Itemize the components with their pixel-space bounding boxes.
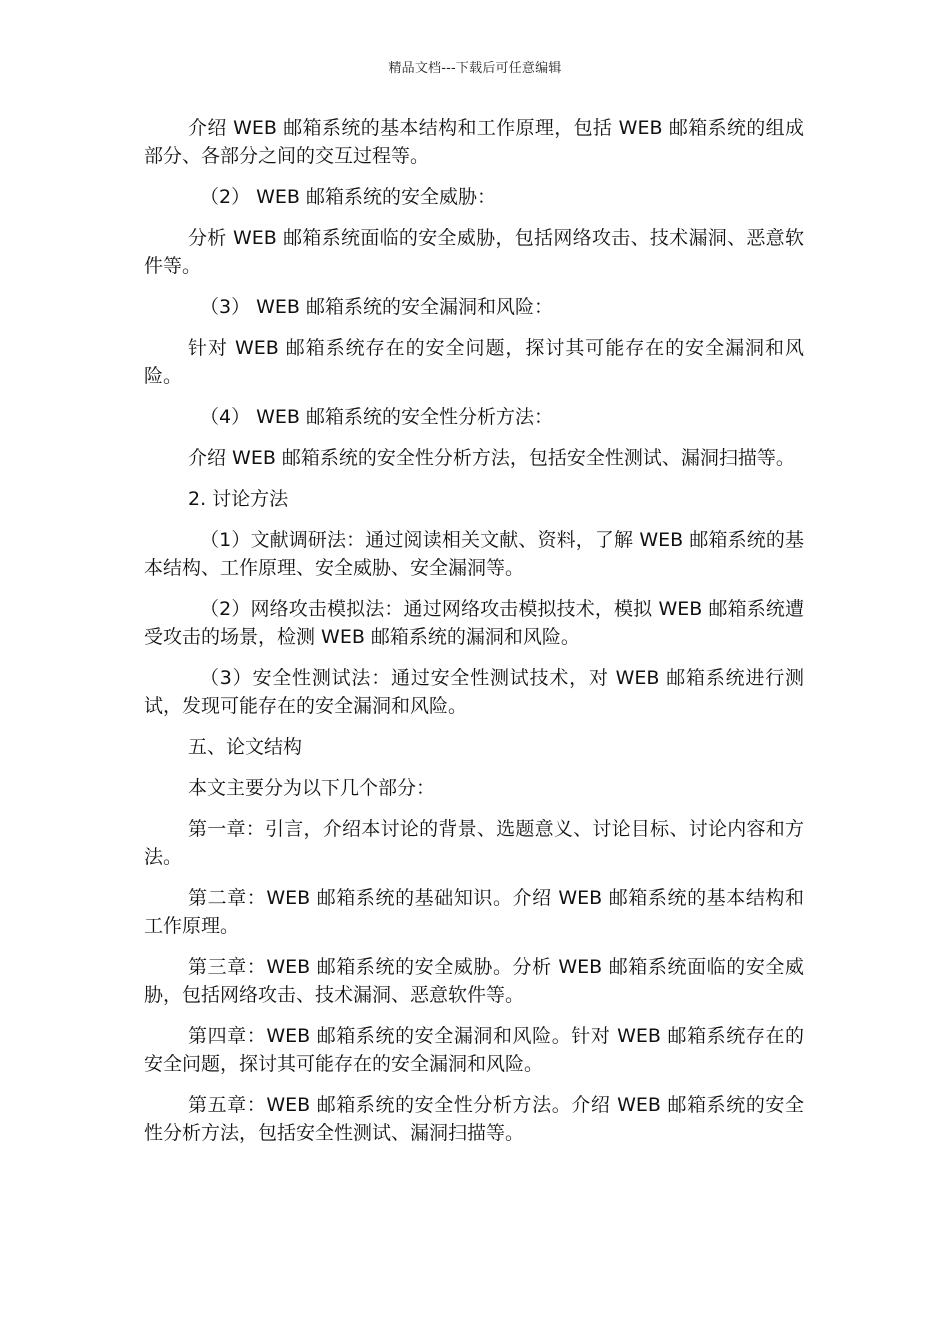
paragraph-attack-simulation-method: （2）网络攻击模拟法：通过网络攻击模拟技术，模拟 WEB 邮箱系统遭受攻击的场景，检测 WEB 邮箱系统的漏洞和风险。: [144, 598, 804, 648]
heading-thesis-structure: 五、论文结构: [188, 736, 303, 758]
paragraph-chapter-5: 第五章：WEB 邮箱系统的安全性分析方法。介绍 WEB 邮箱系统的安全性分析方法，包括安全性测试、漏洞扫描等。: [144, 1094, 804, 1144]
paragraph-chapter-1: 第一章：引言，介绍本讨论的背景、选题意义、讨论目标、讨论内容和方法。: [144, 818, 804, 868]
paragraph-analysis-methods: 介绍 WEB 邮箱系统的安全性分析方法，包括安全性测试、漏洞扫描等。: [188, 447, 795, 469]
heading-research-methods: 2. 讨论方法: [188, 488, 289, 510]
heading-vulnerabilities-risks: （3） WEB 邮箱系统的安全漏洞和风险：: [200, 296, 553, 318]
document-body: [144, 114, 804, 1160]
page-header: 精品文档---下载后可任意编辑: [388, 61, 562, 76]
heading-analysis-methods: （4） WEB 邮箱系统的安全性分析方法：: [200, 406, 553, 428]
paragraph-web-structure: 介绍 WEB 邮箱系统的基本结构和工作原理，包括 WEB 邮箱系统的组成部分、各部分之间的交互过程等。: [144, 117, 804, 167]
paragraph-security-threats: 分析 WEB 邮箱系统面临的安全威胁，包括网络攻击、技术漏洞、恶意软件等。: [144, 227, 804, 277]
paragraph-chapter-4: 第四章：WEB 邮箱系统的安全漏洞和风险。针对 WEB 邮箱系统存在的安全问题，探讨其可能存在的安全漏洞和风险。: [144, 1025, 804, 1075]
heading-security-threats: （2） WEB 邮箱系统的安全威胁：: [200, 186, 496, 208]
paragraph-chapter-2: 第二章：WEB 邮箱系统的基础知识。介绍 WEB 邮箱系统的基本结构和工作原理。: [144, 887, 804, 937]
paragraph-chapter-3: 第三章：WEB 邮箱系统的安全威胁。分析 WEB 邮箱系统面临的安全威胁，包括网络攻击、技术漏洞、恶意软件等。: [144, 956, 804, 1006]
paragraph-security-testing-method: （3）安全性测试法：通过安全性测试技术，对 WEB 邮箱系统进行测试，发现可能存在的安全漏洞和风险。: [144, 667, 804, 717]
paragraph-structure-intro: 本文主要分为以下几个部分：: [188, 777, 436, 799]
paragraph-literature-method: （1）文献调研法：通过阅读相关文献、资料，了解 WEB 邮箱系统的基本结构、工作原理、安全威胁、安全漏洞等。: [144, 529, 804, 579]
paragraph-vulnerabilities-risks: 针对 WEB 邮箱系统存在的安全问题，探讨其可能存在的安全漏洞和风险。: [144, 337, 804, 387]
